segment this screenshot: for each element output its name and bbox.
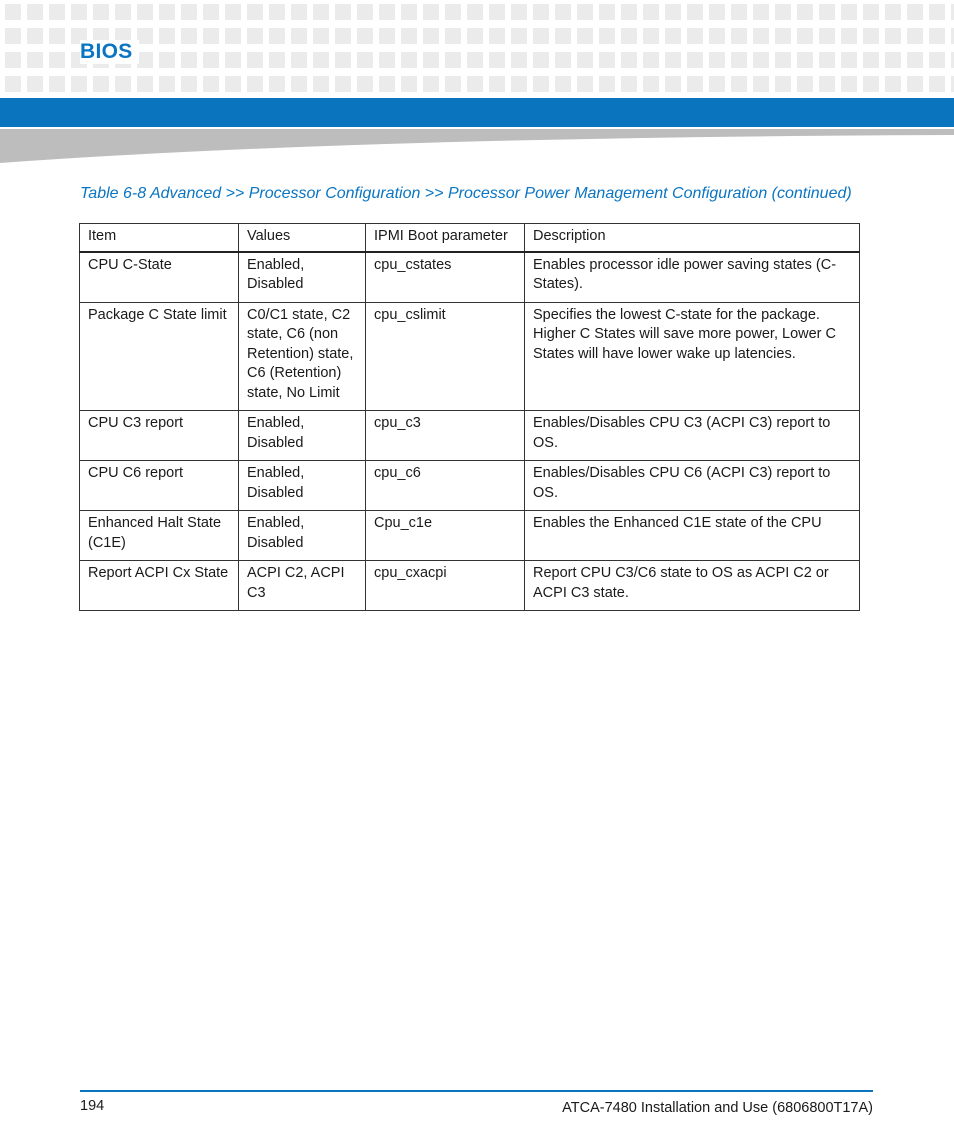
cell-values: Enabled, Disabled	[239, 411, 366, 461]
cell-description: Enables processor idle power saving states (C-States).	[525, 252, 860, 303]
cell-ipmi: cpu_c3	[366, 411, 525, 461]
cell-ipmi: cpu_c6	[366, 461, 525, 511]
cell-ipmi: cpu_cstates	[366, 252, 525, 303]
cell-ipmi: cpu_cslimit	[366, 302, 525, 411]
footer-rule	[80, 1090, 873, 1092]
cell-description: Specifies the lowest C-state for the package. Higher C States will save more power, Lower C States will have lower wake up latencies.	[525, 302, 860, 411]
parameter-table	[79, 223, 860, 611]
cell-description: Enables the Enhanced C1E state of the CPU	[525, 511, 860, 561]
cell-ipmi: cpu_cxacpi	[366, 561, 525, 611]
cell-values: Enabled, Disabled	[239, 511, 366, 561]
cell-description: Enables/Disables CPU C6 (ACPI C3) report to OS.	[525, 461, 860, 511]
column-header-description: Description	[525, 224, 860, 252]
cell-values: C0/C1 state, C2 state, C6 (non Retention) state, C6 (Retention) state, No Limit	[239, 302, 366, 411]
table-row	[80, 511, 860, 561]
cell-item: CPU C-State	[80, 252, 239, 303]
cell-item: Package C State limit	[80, 302, 239, 411]
page-number: 194	[80, 1098, 105, 1114]
table-row	[80, 411, 860, 461]
document-title: ATCA-7480 Installation and Use (6806800T17A)	[562, 1100, 873, 1116]
header-pattern	[0, 0, 954, 98]
cell-item: Enhanced Halt State (C1E)	[80, 511, 239, 561]
header-swoosh	[0, 127, 954, 163]
header-band	[0, 98, 954, 127]
cell-item: CPU C6 report	[80, 461, 239, 511]
column-header-values: Values	[239, 224, 366, 252]
cell-item: Report ACPI Cx State	[80, 561, 239, 611]
table-header-row	[80, 224, 860, 252]
cell-values: Enabled, Disabled	[239, 252, 366, 303]
table-row	[80, 461, 860, 511]
cell-values: Enabled, Disabled	[239, 461, 366, 511]
table-row	[80, 302, 860, 411]
cell-ipmi: Cpu_c1e	[366, 511, 525, 561]
table-caption: Table 6-8 Advanced >> Processor Configuration >> Processor Power Management Configuration (continued)	[80, 185, 852, 202]
column-header-item: Item	[80, 224, 239, 252]
table-row	[80, 561, 860, 611]
cell-values: ACPI C2, ACPI C3	[239, 561, 366, 611]
column-header-ipmi: IPMI Boot parameter	[366, 224, 525, 252]
cell-description: Report CPU C3/C6 state to OS as ACPI C2 or ACPI C3 state.	[525, 561, 860, 611]
table-row	[80, 252, 860, 303]
cell-item: CPU C3 report	[80, 411, 239, 461]
cell-description: Enables/Disables CPU C3 (ACPI C3) report to OS.	[525, 411, 860, 461]
section-title: BIOS	[80, 40, 139, 64]
